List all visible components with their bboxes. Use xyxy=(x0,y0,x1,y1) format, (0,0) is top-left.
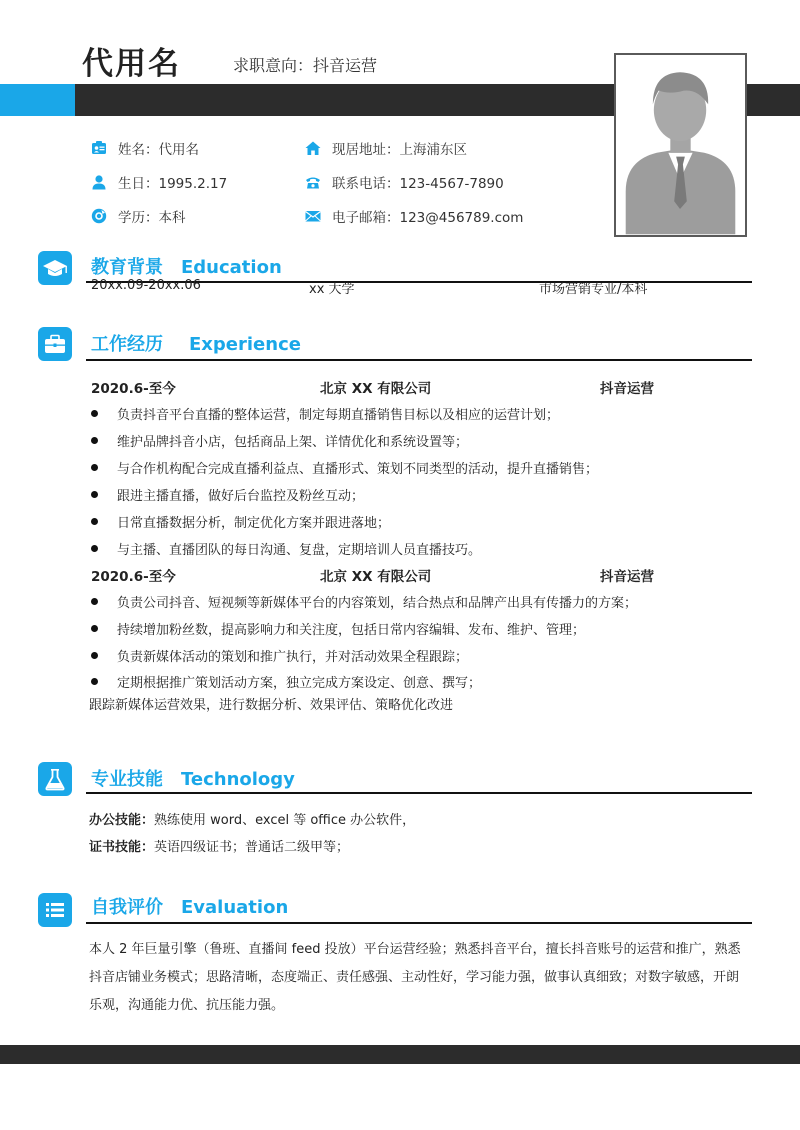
job-duty-text: 持续增加粉丝数，提高影响力和关注度，包括日常内容编辑、发布、维护、管理； xyxy=(117,623,586,638)
education-section-icon xyxy=(38,251,72,285)
skills-title-cn: 专业技能 xyxy=(91,769,163,790)
job-intent: 求职意向：抖音运营 xyxy=(233,56,378,75)
bullet-dot-icon xyxy=(91,437,98,444)
experience-divider xyxy=(86,359,752,361)
id-card-icon xyxy=(91,140,107,156)
info-name xyxy=(91,138,199,158)
info-address xyxy=(305,138,467,158)
evaluation-divider xyxy=(86,922,752,924)
bullet-dot-icon xyxy=(91,625,98,632)
job-duty-text: 定期根据推广策划活动方案，独立完成方案设定、创意、撰写； xyxy=(117,676,482,691)
job-duty-text: 维护品牌抖音小店，包括商品上架、详情优化和系统设置等； xyxy=(117,435,469,450)
job-role: 抖音运营 xyxy=(600,569,654,585)
experience-title-en: Experience xyxy=(189,334,301,355)
education-title xyxy=(91,253,282,279)
job-duty-text: 日常直播数据分析，制定优化方案并跟进落地； xyxy=(117,516,391,531)
job-duty xyxy=(91,404,559,423)
job-period: 2020.6-至今 xyxy=(91,381,176,397)
info-education xyxy=(91,206,186,226)
profile-photo xyxy=(614,53,747,237)
job-extra: 跟踪新媒体运营效果，进行数据分析、效果评估、策略优化改进 xyxy=(89,698,454,713)
job-duty-text: 与主播、直播团队的每日沟通、复盘，定期培训人员直播技巧。 xyxy=(117,543,482,558)
job-duty xyxy=(91,431,468,450)
education-title-en: Education xyxy=(181,257,282,278)
job-company: 北京 XX 有限公司 xyxy=(320,569,432,585)
skill-office-text: 熟练使用 word、excel 等 office 办公软件， xyxy=(154,813,416,828)
skills-section-icon xyxy=(38,762,72,796)
footer-band xyxy=(0,1045,800,1064)
job-company: 北京 XX 有限公司 xyxy=(320,381,432,397)
info-phone xyxy=(305,172,504,192)
bullet-dot-icon xyxy=(91,598,98,605)
info-birthday xyxy=(91,172,227,192)
job-period: 2020.6-至今 xyxy=(91,569,176,585)
job-duty xyxy=(91,646,468,665)
job-duty xyxy=(91,619,585,638)
bullet-dot-icon xyxy=(91,678,98,685)
phone-icon xyxy=(305,174,321,190)
bullet-dot-icon xyxy=(91,410,98,417)
evaluation-title-en: Evaluation xyxy=(181,897,289,918)
job-duty xyxy=(91,512,390,531)
education-major: 市场营销专业/本科 xyxy=(539,282,648,297)
evaluation-section-icon xyxy=(38,893,72,927)
job-duty xyxy=(91,672,481,691)
evaluation-text: 本人 2 年巨量引擎（鲁班、直播间 feed 投放）平台运营经验；熟悉抖音平台，擅长抖音账号的运营和推广，熟悉抖音店铺业务模式；思路清晰，态度端正、责任感强、主动性好，学习能力强，做事认真细致；对数字敏感，开朗乐观，沟通能力优、抗压能力强。 xyxy=(89,942,741,1013)
education-period: 20xx.09-20xx.06 xyxy=(91,278,201,293)
skills-title-en: Technology xyxy=(181,769,295,790)
info-education-text: 学历：本科 xyxy=(118,210,186,226)
skill-cert xyxy=(89,836,349,855)
job-duty xyxy=(91,592,637,611)
experience-section-icon xyxy=(38,327,72,361)
info-birthday-text: 生日：1995.2.17 xyxy=(118,176,228,192)
job-duty xyxy=(91,458,598,477)
graduation-badge-icon xyxy=(91,208,107,224)
bullet-dot-icon xyxy=(91,491,98,498)
job-duty-text: 负责公司抖音、短视频等新媒体平台的内容策划，结合热点和品牌产出具有传播力的方案； xyxy=(117,596,638,611)
info-email-text: 电子邮箱：123@456789.com xyxy=(332,210,524,226)
graduation-cap-icon xyxy=(38,251,72,285)
skills-divider xyxy=(86,792,752,794)
skill-cert-text: 英语四级证书；普通话二级甲等； xyxy=(154,840,350,855)
user-icon xyxy=(91,174,107,190)
avatar-placeholder xyxy=(616,55,745,235)
evaluation-title xyxy=(91,893,288,919)
education-school: xx 大学 xyxy=(309,282,355,297)
evaluation-title-cn: 自我评价 xyxy=(91,897,163,918)
experience-title-cn: 工作经历 xyxy=(91,334,163,355)
bullet-dot-icon xyxy=(91,464,98,471)
home-icon xyxy=(305,140,321,156)
info-email xyxy=(305,206,523,226)
job-duty-text: 负责抖音平台直播的整体运营，制定每期直播销售目标以及相应的运营计划； xyxy=(117,408,560,423)
bullet-dot-icon xyxy=(91,652,98,659)
job-duty xyxy=(91,539,481,558)
job-duty-text: 跟进主播直播，做好后台监控及粉丝互动； xyxy=(117,489,365,504)
skill-office xyxy=(89,809,415,828)
info-address-text: 现居地址：上海浦东区 xyxy=(332,142,467,158)
job-role: 抖音运营 xyxy=(600,381,654,397)
resume-name: 代用名 xyxy=(82,46,181,82)
job-duty-text: 负责新媒体活动的策划和推广执行，并对活动效果全程跟踪； xyxy=(117,650,469,665)
list-icon xyxy=(38,893,72,927)
skill-cert-label: 证书技能： xyxy=(89,840,155,855)
header-band-accent xyxy=(0,84,75,116)
briefcase-icon xyxy=(38,327,72,361)
job-duty xyxy=(91,485,364,504)
job-duty-text: 与合作机构配合完成直播利益点、直播形式、策划不同类型的活动，提升直播销售； xyxy=(117,462,599,477)
skill-office-label: 办公技能： xyxy=(89,813,155,828)
bullet-dot-icon xyxy=(91,545,98,552)
skills-title xyxy=(91,765,295,791)
experience-title xyxy=(91,330,301,356)
education-title-cn: 教育背景 xyxy=(91,257,163,278)
info-phone-text: 联系电话：123-4567-7890 xyxy=(332,176,504,192)
info-name-text: 姓名：代用名 xyxy=(118,142,199,158)
flask-icon xyxy=(38,762,72,796)
bullet-dot-icon xyxy=(91,518,98,525)
mail-icon xyxy=(305,208,321,224)
